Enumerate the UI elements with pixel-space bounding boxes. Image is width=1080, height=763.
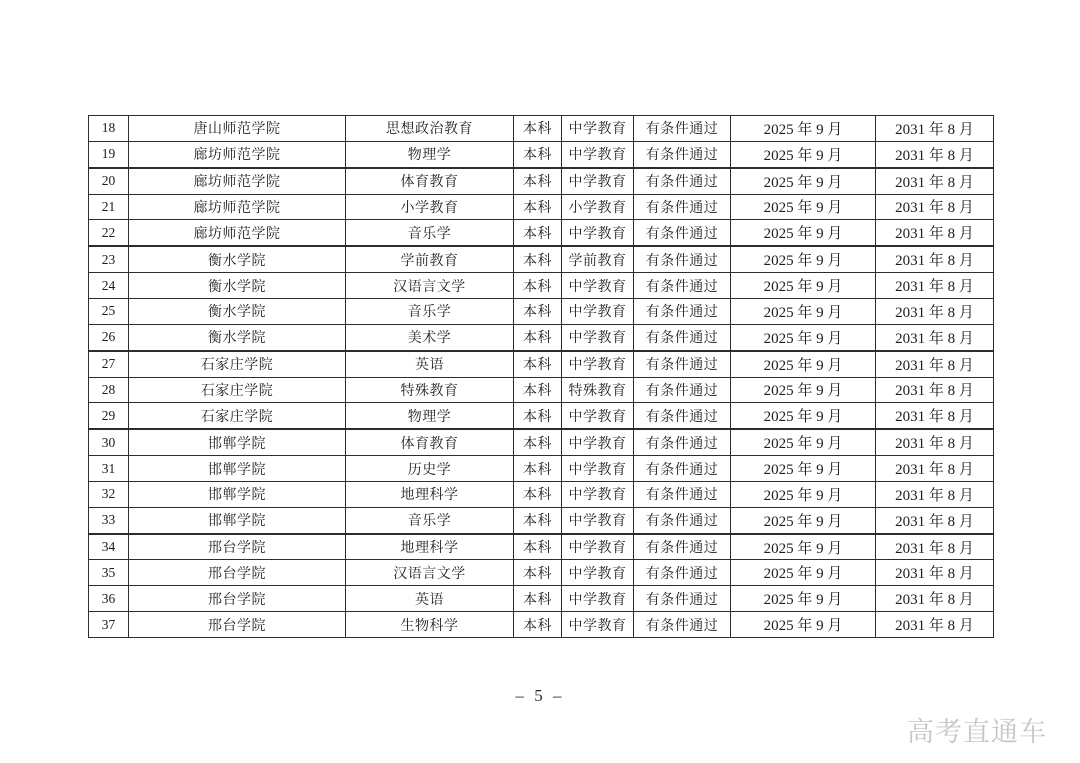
table-cell-major: 美术学 xyxy=(346,324,514,350)
table-cell-level: 本科 xyxy=(514,273,562,299)
table-row xyxy=(89,298,994,324)
table-cell-major: 物理学 xyxy=(346,141,514,167)
table-cell-number: 22 xyxy=(89,220,129,246)
table-cell-college: 石家庄学院 xyxy=(129,351,346,377)
table-cell-status: 有条件通过 xyxy=(634,351,731,377)
table-cell-college: 邯郸学院 xyxy=(129,429,346,455)
table-cell-number: 21 xyxy=(89,194,129,220)
table-cell-major: 音乐学 xyxy=(346,507,514,533)
table-cell-number: 32 xyxy=(89,481,129,507)
table-cell-type: 中学教育 xyxy=(562,507,634,533)
table-cell-end-date: 2031 年 8 月 xyxy=(876,116,994,142)
table-cell-status: 有条件通过 xyxy=(634,481,731,507)
table-cell-number: 24 xyxy=(89,273,129,299)
watermark: 高考直通车 xyxy=(907,717,1047,747)
table-cell-start-date: 2025 年 9 月 xyxy=(731,403,876,429)
table-cell-status: 有条件通过 xyxy=(634,273,731,299)
table-cell-start-date: 2025 年 9 月 xyxy=(731,194,876,220)
table-cell-status: 有条件通过 xyxy=(634,429,731,455)
table-cell-end-date: 2031 年 8 月 xyxy=(876,612,994,638)
table-cell-status: 有条件通过 xyxy=(634,324,731,350)
table-cell-type: 中学教育 xyxy=(562,560,634,586)
table-cell-level: 本科 xyxy=(514,481,562,507)
table-cell-start-date: 2025 年 9 月 xyxy=(731,168,876,194)
table-cell-number: 30 xyxy=(89,429,129,455)
table-row xyxy=(89,324,994,350)
table-cell-major: 音乐学 xyxy=(346,298,514,324)
table-cell-start-date: 2025 年 9 月 xyxy=(731,429,876,455)
table-cell-level: 本科 xyxy=(514,168,562,194)
table-cell-start-date: 2025 年 9 月 xyxy=(731,273,876,299)
table-cell-number: 37 xyxy=(89,612,129,638)
table-cell-college: 邢台学院 xyxy=(129,560,346,586)
table-row xyxy=(89,560,994,586)
table-cell-college: 衡水学院 xyxy=(129,273,346,299)
table-cell-level: 本科 xyxy=(514,246,562,272)
table-cell-level: 本科 xyxy=(514,298,562,324)
table-cell-major: 历史学 xyxy=(346,456,514,482)
table-cell-college: 石家庄学院 xyxy=(129,403,346,429)
table-cell-level: 本科 xyxy=(514,116,562,142)
table-cell-type: 中学教育 xyxy=(562,351,634,377)
table-cell-status: 有条件通过 xyxy=(634,116,731,142)
table-cell-college: 石家庄学院 xyxy=(129,377,346,403)
table-cell-status: 有条件通过 xyxy=(634,403,731,429)
table-row xyxy=(89,507,994,533)
table-cell-college: 廊坊师范学院 xyxy=(129,168,346,194)
table-cell-college: 廊坊师范学院 xyxy=(129,220,346,246)
table-cell-number: 25 xyxy=(89,298,129,324)
table-cell-number: 34 xyxy=(89,534,129,560)
table-row xyxy=(89,246,994,272)
table-cell-level: 本科 xyxy=(514,324,562,350)
table-cell-number: 36 xyxy=(89,586,129,612)
table-row xyxy=(89,456,994,482)
table-cell-status: 有条件通过 xyxy=(634,246,731,272)
table-cell-start-date: 2025 年 9 月 xyxy=(731,377,876,403)
table-cell-end-date: 2031 年 8 月 xyxy=(876,351,994,377)
table-cell-major: 小学教育 xyxy=(346,194,514,220)
table-row xyxy=(89,612,994,638)
table-cell-end-date: 2031 年 8 月 xyxy=(876,481,994,507)
table-cell-start-date: 2025 年 9 月 xyxy=(731,220,876,246)
table-cell-type: 中学教育 xyxy=(562,456,634,482)
table-cell-college: 廊坊师范学院 xyxy=(129,141,346,167)
table-cell-major: 思想政治教育 xyxy=(346,116,514,142)
table-cell-type: 特殊教育 xyxy=(562,377,634,403)
table-cell-number: 35 xyxy=(89,560,129,586)
table-cell-college: 邢台学院 xyxy=(129,534,346,560)
table-cell-number: 18 xyxy=(89,116,129,142)
table-cell-status: 有条件通过 xyxy=(634,141,731,167)
table-cell-number: 28 xyxy=(89,377,129,403)
approval-table xyxy=(88,115,994,638)
table-cell-end-date: 2031 年 8 月 xyxy=(876,560,994,586)
table-cell-type: 中学教育 xyxy=(562,168,634,194)
table-cell-major: 特殊教育 xyxy=(346,377,514,403)
table-cell-type: 中学教育 xyxy=(562,116,634,142)
table-cell-start-date: 2025 年 9 月 xyxy=(731,586,876,612)
table-cell-start-date: 2025 年 9 月 xyxy=(731,560,876,586)
table-cell-college: 衡水学院 xyxy=(129,324,346,350)
table-cell-college: 衡水学院 xyxy=(129,246,346,272)
table-cell-end-date: 2031 年 8 月 xyxy=(876,194,994,220)
table-cell-type: 中学教育 xyxy=(562,429,634,455)
table-cell-end-date: 2031 年 8 月 xyxy=(876,324,994,350)
table-cell-status: 有条件通过 xyxy=(634,298,731,324)
table-cell-type: 小学教育 xyxy=(562,194,634,220)
table-cell-number: 31 xyxy=(89,456,129,482)
table-cell-end-date: 2031 年 8 月 xyxy=(876,507,994,533)
table-cell-status: 有条件通过 xyxy=(634,560,731,586)
table-cell-type: 中学教育 xyxy=(562,141,634,167)
table-cell-college: 唐山师范学院 xyxy=(129,116,346,142)
table-row xyxy=(89,116,994,142)
table-cell-number: 33 xyxy=(89,507,129,533)
table-cell-end-date: 2031 年 8 月 xyxy=(876,220,994,246)
table-cell-level: 本科 xyxy=(514,141,562,167)
table-cell-status: 有条件通过 xyxy=(634,220,731,246)
table-cell-start-date: 2025 年 9 月 xyxy=(731,481,876,507)
table-cell-type: 中学教育 xyxy=(562,298,634,324)
table-cell-college: 邢台学院 xyxy=(129,612,346,638)
table-cell-number: 27 xyxy=(89,351,129,377)
table-cell-end-date: 2031 年 8 月 xyxy=(876,246,994,272)
table-cell-major: 英语 xyxy=(346,586,514,612)
table-cell-end-date: 2031 年 8 月 xyxy=(876,403,994,429)
table-cell-start-date: 2025 年 9 月 xyxy=(731,612,876,638)
table-row xyxy=(89,273,994,299)
table-cell-end-date: 2031 年 8 月 xyxy=(876,586,994,612)
table-cell-level: 本科 xyxy=(514,403,562,429)
table-cell-major: 物理学 xyxy=(346,403,514,429)
table-cell-major: 地理科学 xyxy=(346,481,514,507)
table-row xyxy=(89,534,994,560)
table-cell-number: 29 xyxy=(89,403,129,429)
table-cell-number: 23 xyxy=(89,246,129,272)
table-cell-start-date: 2025 年 9 月 xyxy=(731,351,876,377)
table-cell-level: 本科 xyxy=(514,586,562,612)
table-cell-status: 有条件通过 xyxy=(634,456,731,482)
table-row xyxy=(89,141,994,167)
table-cell-level: 本科 xyxy=(514,534,562,560)
table-cell-level: 本科 xyxy=(514,377,562,403)
table-cell-major: 音乐学 xyxy=(346,220,514,246)
table-cell-type: 中学教育 xyxy=(562,273,634,299)
table-cell-level: 本科 xyxy=(514,194,562,220)
table-cell-major: 汉语言文学 xyxy=(346,560,514,586)
table-cell-level: 本科 xyxy=(514,351,562,377)
table-cell-end-date: 2031 年 8 月 xyxy=(876,273,994,299)
table-cell-type: 中学教育 xyxy=(562,534,634,560)
table-cell-end-date: 2031 年 8 月 xyxy=(876,456,994,482)
table-cell-start-date: 2025 年 9 月 xyxy=(731,246,876,272)
table-cell-start-date: 2025 年 9 月 xyxy=(731,141,876,167)
table-cell-college: 邢台学院 xyxy=(129,586,346,612)
table-cell-end-date: 2031 年 8 月 xyxy=(876,298,994,324)
table-cell-level: 本科 xyxy=(514,220,562,246)
table-cell-major: 学前教育 xyxy=(346,246,514,272)
table-cell-start-date: 2025 年 9 月 xyxy=(731,324,876,350)
table-row xyxy=(89,586,994,612)
table-row xyxy=(89,220,994,246)
table-cell-level: 本科 xyxy=(514,507,562,533)
table-cell-type: 中学教育 xyxy=(562,481,634,507)
table-cell-status: 有条件通过 xyxy=(634,612,731,638)
table-cell-number: 19 xyxy=(89,141,129,167)
table-cell-major: 英语 xyxy=(346,351,514,377)
table-cell-type: 中学教育 xyxy=(562,586,634,612)
table-cell-college: 邯郸学院 xyxy=(129,456,346,482)
table-cell-status: 有条件通过 xyxy=(634,586,731,612)
table-cell-type: 中学教育 xyxy=(562,220,634,246)
table-cell-major: 体育教育 xyxy=(346,168,514,194)
table-cell-start-date: 2025 年 9 月 xyxy=(731,116,876,142)
table-cell-end-date: 2031 年 8 月 xyxy=(876,534,994,560)
table-row xyxy=(89,377,994,403)
table-cell-major: 生物科学 xyxy=(346,612,514,638)
table-cell-status: 有条件通过 xyxy=(634,507,731,533)
table-cell-status: 有条件通过 xyxy=(634,534,731,560)
table-cell-major: 地理科学 xyxy=(346,534,514,560)
table-cell-college: 廊坊师范学院 xyxy=(129,194,346,220)
table-cell-end-date: 2031 年 8 月 xyxy=(876,168,994,194)
table-cell-level: 本科 xyxy=(514,612,562,638)
table-cell-type: 中学教育 xyxy=(562,612,634,638)
table-cell-major: 汉语言文学 xyxy=(346,273,514,299)
table-cell-major: 体育教育 xyxy=(346,429,514,455)
table-row xyxy=(89,481,994,507)
table-row xyxy=(89,429,994,455)
table-cell-status: 有条件通过 xyxy=(634,377,731,403)
table-cell-type: 中学教育 xyxy=(562,403,634,429)
page-number: – 5 – xyxy=(515,686,565,705)
table-cell-end-date: 2031 年 8 月 xyxy=(876,377,994,403)
table-cell-start-date: 2025 年 9 月 xyxy=(731,456,876,482)
table-cell-number: 20 xyxy=(89,168,129,194)
table-cell-type: 中学教育 xyxy=(562,324,634,350)
table-cell-level: 本科 xyxy=(514,560,562,586)
table-cell-type: 学前教育 xyxy=(562,246,634,272)
table-row xyxy=(89,351,994,377)
table-cell-status: 有条件通过 xyxy=(634,194,731,220)
table-cell-start-date: 2025 年 9 月 xyxy=(731,298,876,324)
table-cell-start-date: 2025 年 9 月 xyxy=(731,507,876,533)
table-row xyxy=(89,168,994,194)
table-cell-end-date: 2031 年 8 月 xyxy=(876,141,994,167)
table-cell-start-date: 2025 年 9 月 xyxy=(731,534,876,560)
table-cell-end-date: 2031 年 8 月 xyxy=(876,429,994,455)
table-cell-status: 有条件通过 xyxy=(634,168,731,194)
table-cell-college: 邯郸学院 xyxy=(129,481,346,507)
table-cell-college: 邯郸学院 xyxy=(129,507,346,533)
table-row xyxy=(89,403,994,429)
table-cell-college: 衡水学院 xyxy=(129,298,346,324)
table-cell-number: 26 xyxy=(89,324,129,350)
table-cell-level: 本科 xyxy=(514,429,562,455)
table-row xyxy=(89,194,994,220)
table-cell-level: 本科 xyxy=(514,456,562,482)
